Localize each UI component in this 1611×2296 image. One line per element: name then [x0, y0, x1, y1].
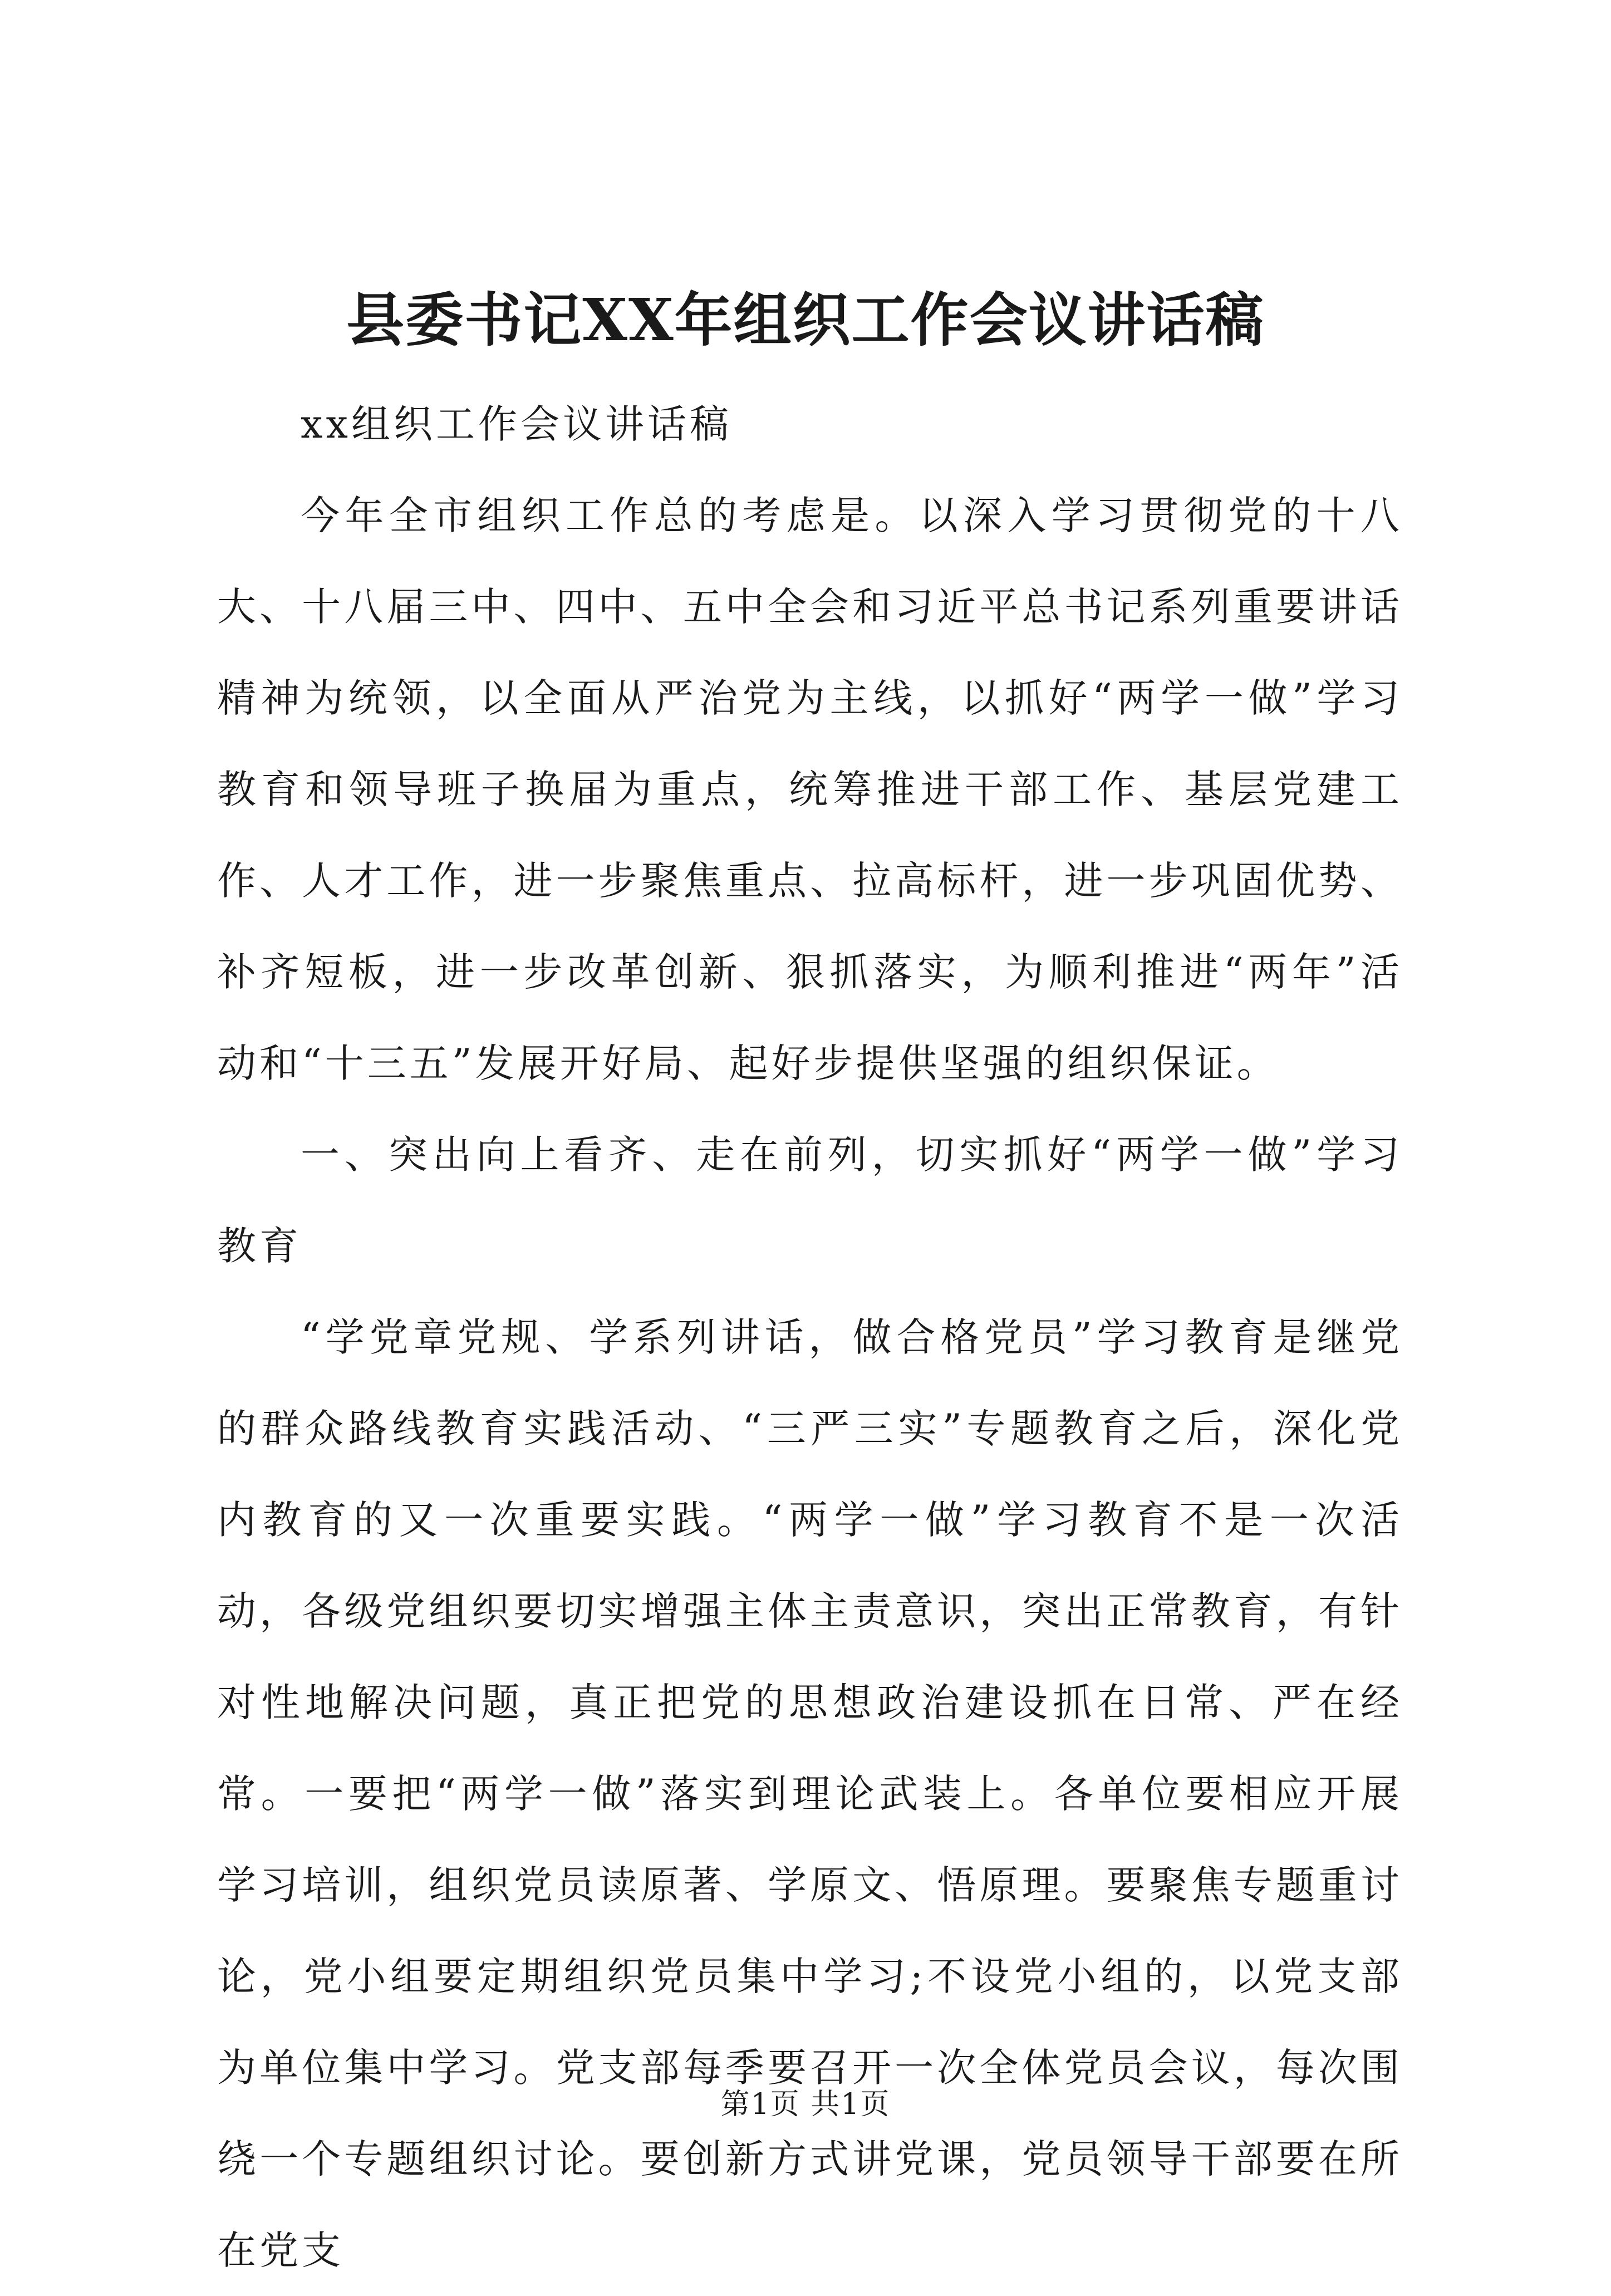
body-paragraph: “学党章党规、学系列讲话，做合格党员”学习教育是继党的群众路线教育实践活动、“三严三实”专题教育之后，深化党内教育的又一次重要实践。“两学一做”学习教育不是一次活动，各级党组织要切实增强主体主责意识，突出正常教育，有针对性地解决问题，真正把党的思想政治建设抓在日常、严在经常。一要把“两学一做”落实到理论武装上。各单位要相应开展学习培训，组织党员读原著、学原文、悟原理。要聚焦专题重讨论，党小组要定期组织党员集中学习;不设党小组的，以党支部为单位集中学习。党支部每季要召开一次全体党员会议，每次围绕一个专题组织讨论。要创新方式讲党课，党员领导干部要在所在党支 [217, 1314, 1403, 2273]
document-body [217, 379, 1403, 2296]
body-paragraph: xx组织工作会议讲话稿 [301, 401, 732, 447]
document-title: 县委书记XX年组织工作会议讲话稿 [346, 286, 1265, 354]
body-paragraph: 今年全市组织工作总的考虑是。以深入学习贯彻党的十八大、十八届三中、四中、五中全会和习近平总书记系列重要讲话精神为统领，以全面从严治党为主线，以抓好“两学一做”学习教育和领导班子换届为重点，统筹推进干部工作、基层党建工作、人才工作，进一步聚焦重点、拉高标杆，进一步巩固优势、补齐短板，进一步改革创新、狠抓落实，为顺利推进“两年”活动和“十三五”发展开好局、起好步提供坚强的组织保证。 [217, 493, 1403, 1086]
page-footer: 第1页 共1页 [720, 2088, 891, 2121]
section-heading: 一、突出向上看齐、走在前列，切实抓好“两学一做”学习教育 [217, 1132, 1403, 1269]
